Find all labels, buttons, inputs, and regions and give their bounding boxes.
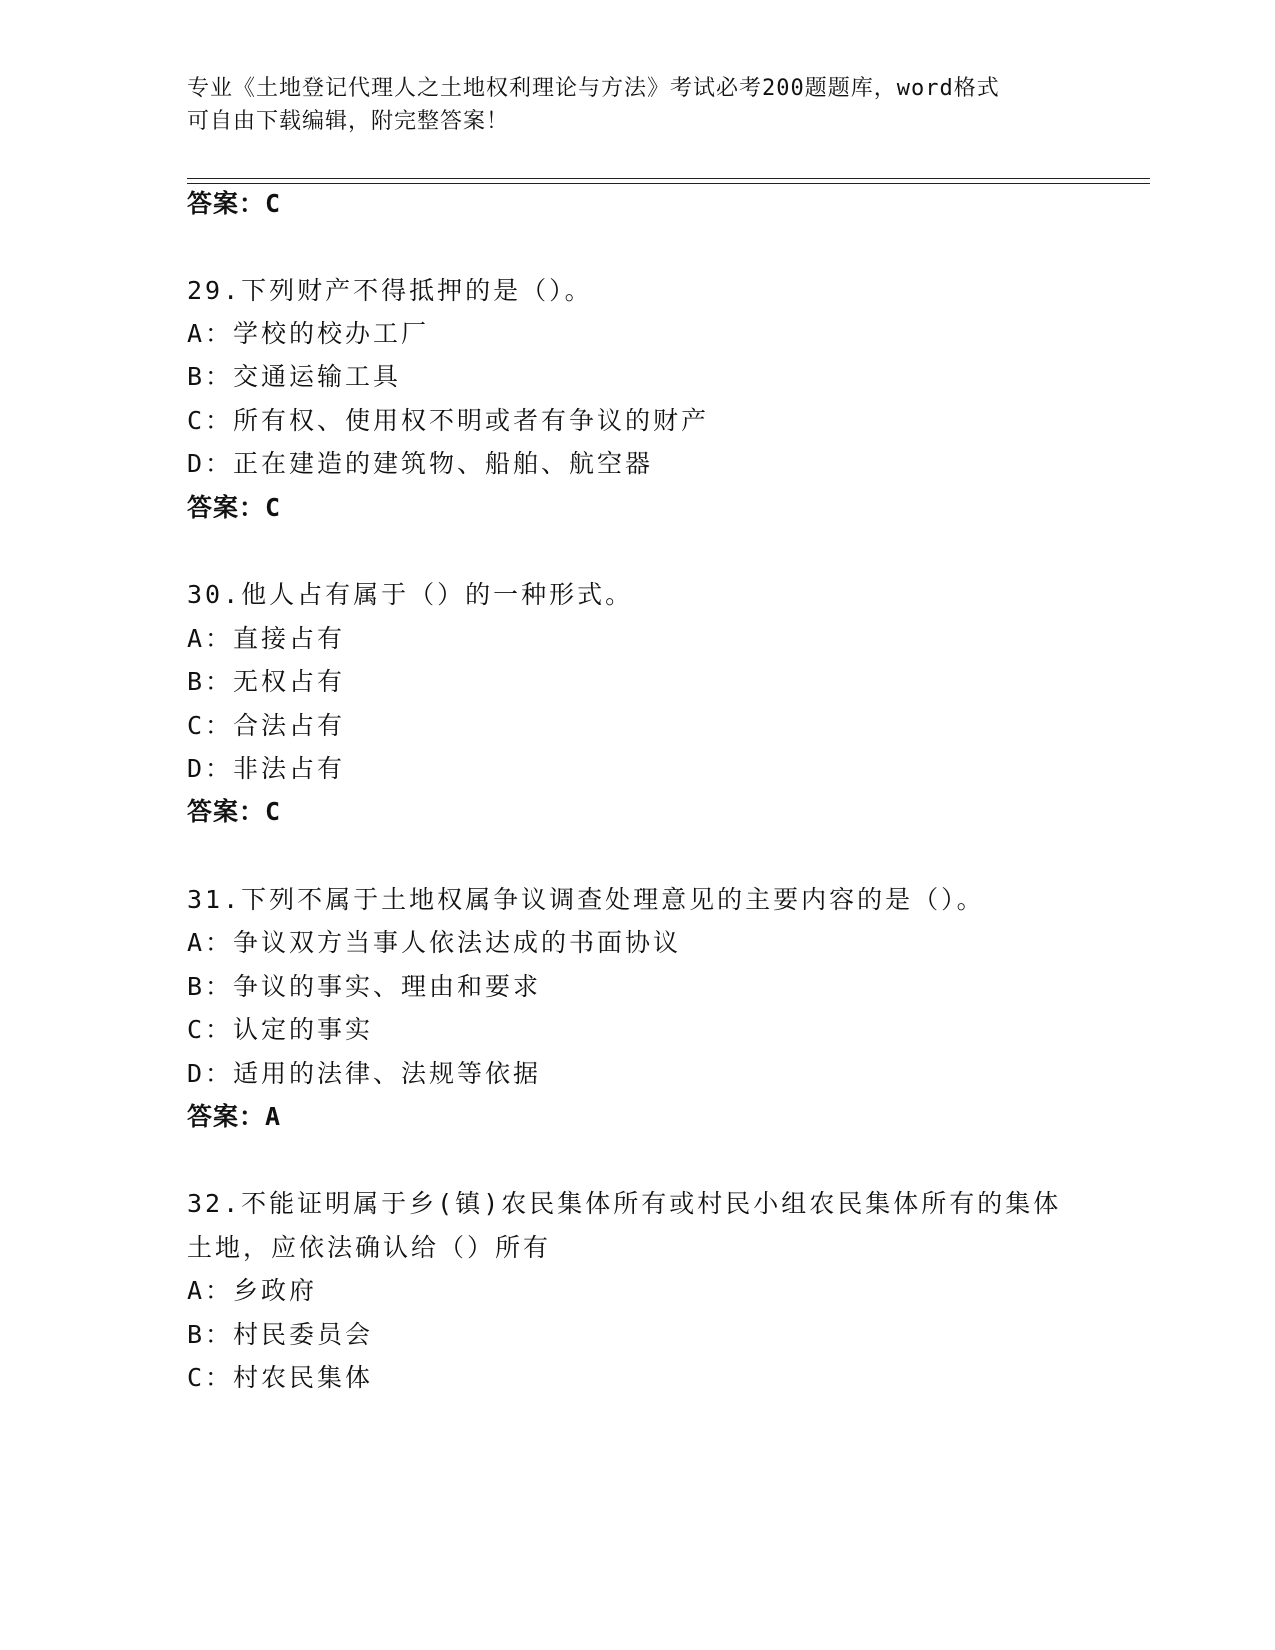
question-32-text-line-1: 32.不能证明属于乡(镇)农民集体所有或村民小组农民集体所有的集体 <box>187 1189 1062 1218</box>
header-line-1: 专业《土地登记代理人之土地权利理论与方法》考试必考200题题库，word格式 <box>187 76 1000 101</box>
question-30-text: 30.他人占有属于（）的一种形式。 <box>187 580 634 609</box>
question-32-option-b: B：村民委员会 <box>187 1320 374 1349</box>
question-30-option-d: D：非法占有 <box>187 754 346 783</box>
question-32-option-c: C：村农民集体 <box>187 1363 374 1392</box>
question-31-option-c: C：认定的事实 <box>187 1015 374 1044</box>
answer-line: 答案：C <box>187 189 282 218</box>
question-31-text: 31.下列不属于土地权属争议调查处理意见的主要内容的是（）。 <box>187 885 985 914</box>
question-30-option-a: A：直接占有 <box>187 624 346 653</box>
question-30-answer: 答案：C <box>187 797 282 826</box>
question-29-option-b: B：交通运输工具 <box>187 362 402 391</box>
header-divider-top <box>187 178 1150 179</box>
question-31-option-a: A：争议双方当事人依法达成的书面协议 <box>187 928 682 957</box>
question-30-option-b: B：无权占有 <box>187 667 346 696</box>
header-divider-bottom <box>187 183 1150 184</box>
question-29-text: 29.下列财产不得抵押的是（）。 <box>187 276 593 305</box>
question-31-option-d: D：适用的法律、法规等依据 <box>187 1059 542 1088</box>
question-29-option-d: D：正在建造的建筑物、船舶、航空器 <box>187 449 654 478</box>
question-29-option-c: C：所有权、使用权不明或者有争议的财产 <box>187 406 710 435</box>
question-32-text-line-2: 土地，应依法确认给（）所有 <box>187 1233 552 1262</box>
question-31-option-b: B：争议的事实、理由和要求 <box>187 972 542 1001</box>
question-29-option-a: A：学校的校办工厂 <box>187 319 430 348</box>
header-line-2: 可自由下载编辑，附完整答案！ <box>187 109 510 134</box>
document-header <box>187 72 1087 138</box>
question-30-option-c: C：合法占有 <box>187 711 346 740</box>
question-29-answer: 答案：C <box>187 493 282 522</box>
question-31-answer: 答案：A <box>187 1102 282 1131</box>
question-32-option-a: A：乡政府 <box>187 1276 318 1305</box>
